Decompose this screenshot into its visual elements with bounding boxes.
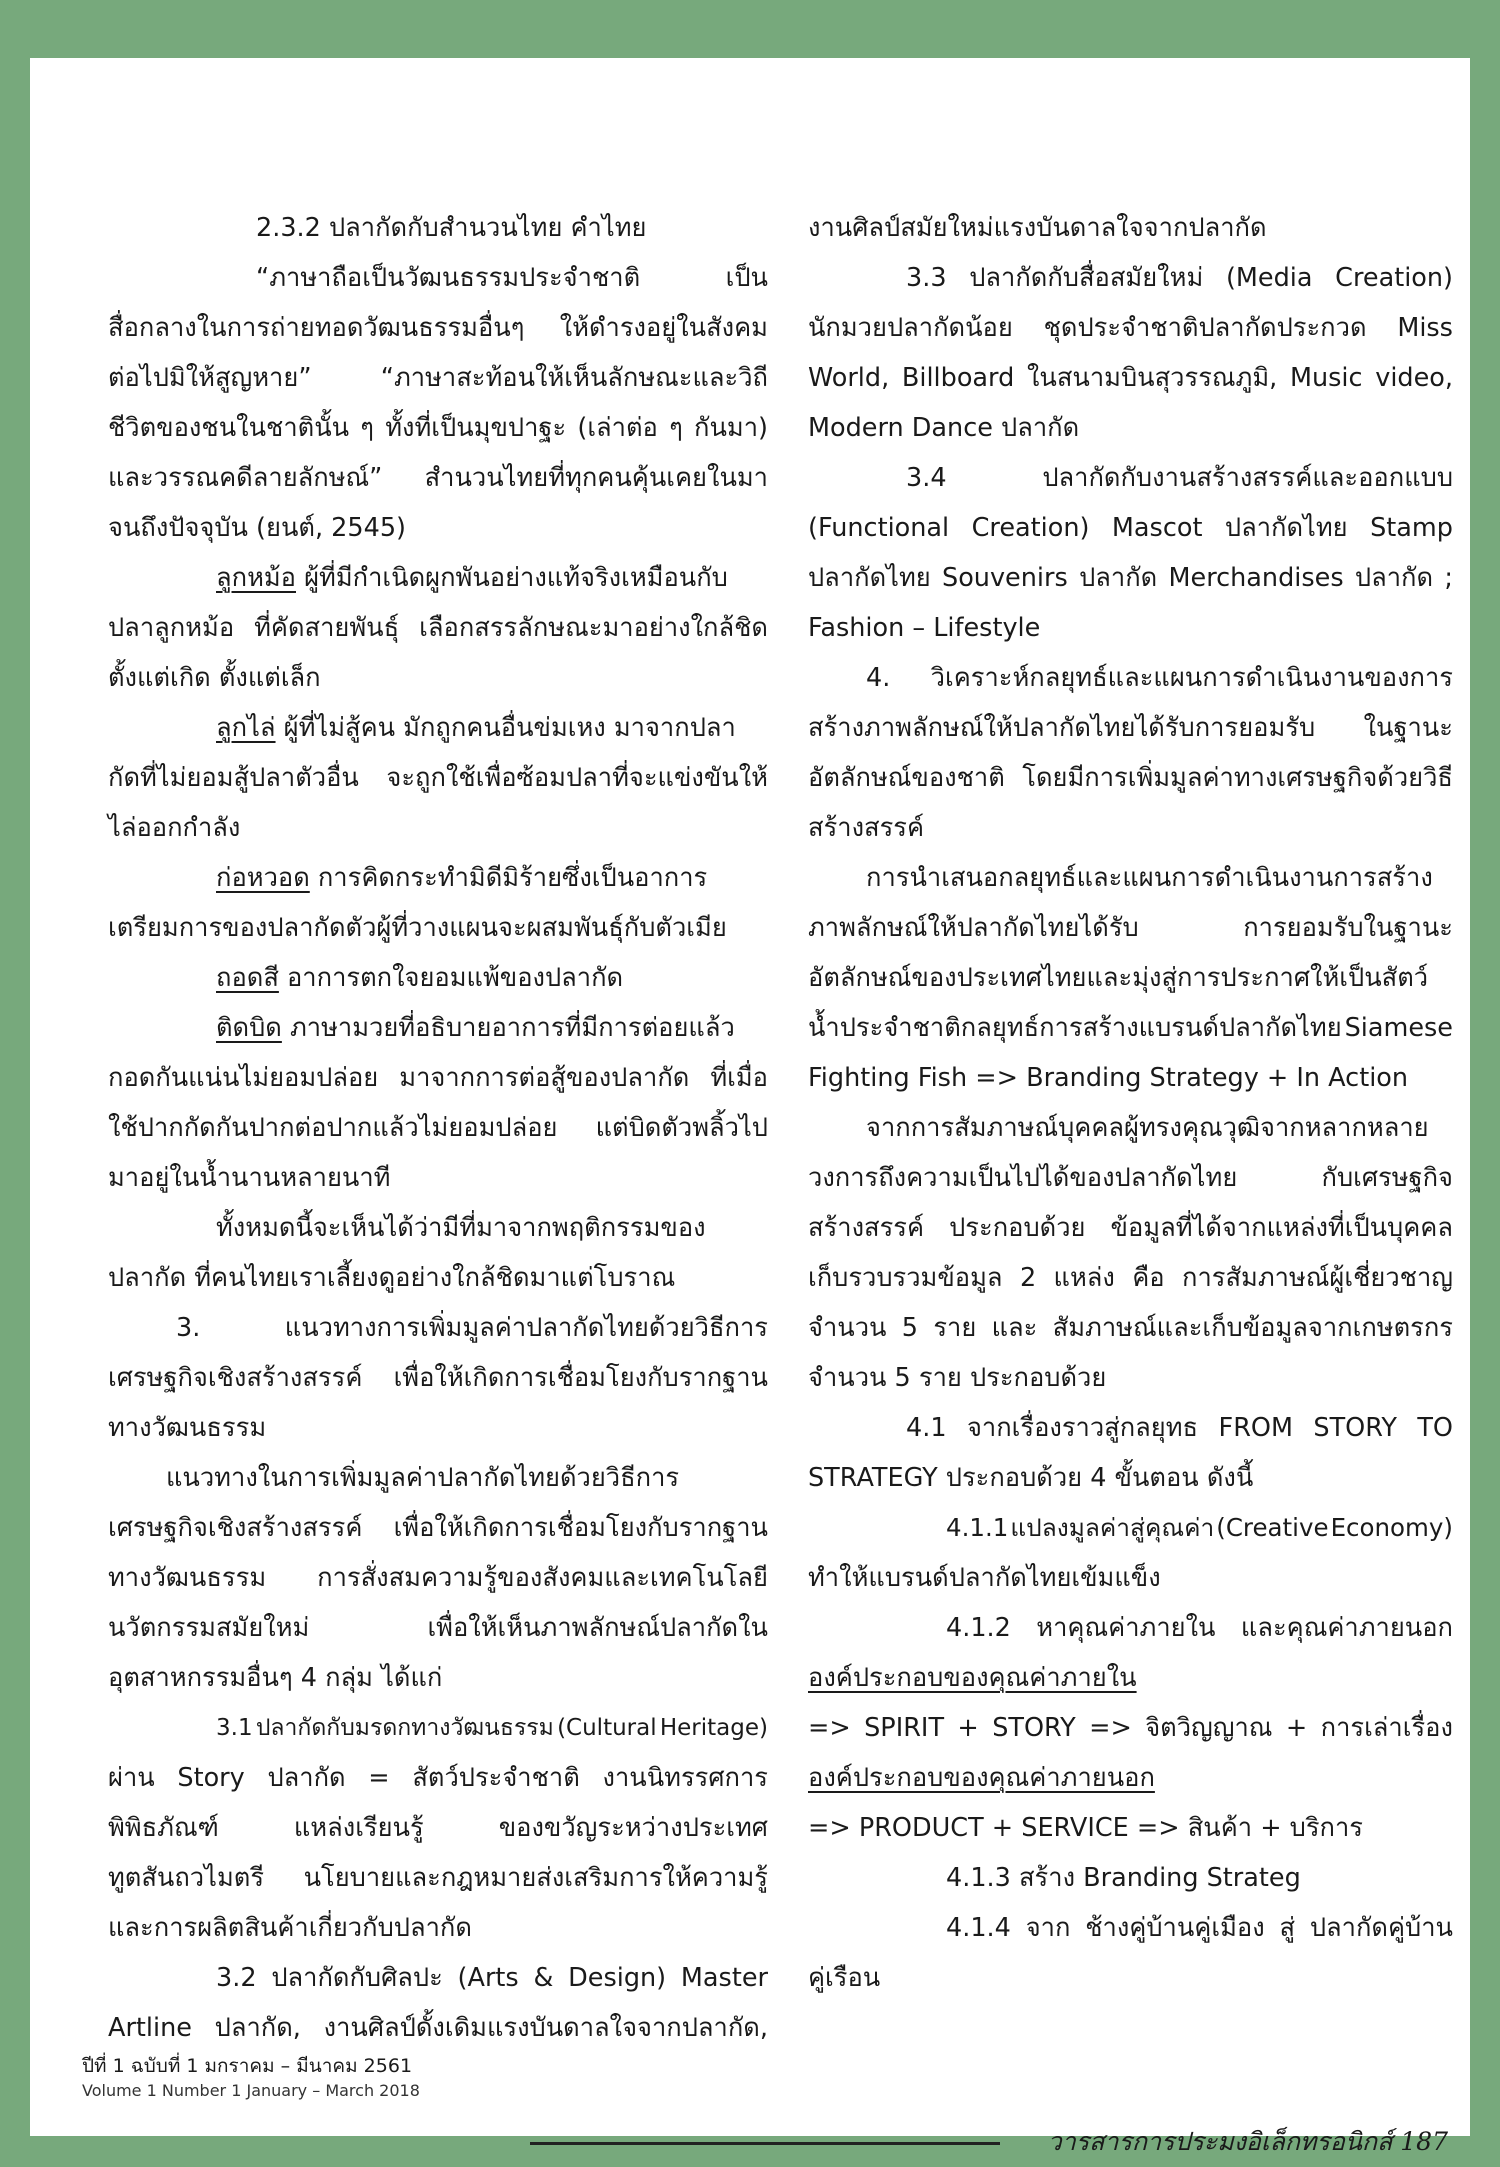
term-underlined: ก่อหวอด	[216, 863, 310, 893]
word: Creation)	[1335, 263, 1453, 293]
word: 3.1	[216, 1715, 253, 1741]
text-line	[108, 1808, 768, 1848]
word: การยอมรับในฐานะ	[1243, 913, 1453, 943]
text-line	[808, 1258, 1453, 1298]
line-text: และการผลิตสินค้าเกี่ยวกับปลากัด	[108, 1913, 472, 1943]
text-line	[808, 1958, 880, 1998]
word: ปลากัด	[267, 1763, 346, 1793]
text-line	[808, 958, 1453, 998]
word: เก็บรวบรวมข้อมูล	[808, 1263, 1003, 1293]
word: แต่บิดตัวพลิ้วไป	[595, 1113, 768, 1143]
word: จะถูกใช้เพื่อซ้อมปลาที่จะแข่งขันให้	[386, 763, 768, 793]
word: อัตลักษณ์ของประเทศไทยและมุ่งสู่การประกาศให้เป็นสัตว์	[808, 963, 1429, 993]
term-underlined: ติดบิด	[216, 1013, 282, 1043]
line-text: ปลากัด ที่คนไทยเราเลี้ยงดูอย่างใกล้ชิดมาแต่โบราณ	[108, 1263, 676, 1293]
word: ปลากัด	[1354, 563, 1434, 593]
text-line	[108, 508, 406, 548]
line-text: Fighting Fish => Branding Strategy + In Action	[808, 1063, 1409, 1093]
word: Merchandises	[1168, 563, 1344, 593]
issue-english: Volume 1 Number 1 January – March 2018	[82, 2081, 420, 2100]
word: สื่อกลางในการถ่ายทอดวัฒนธรรมอื่นๆ	[108, 313, 525, 343]
text-line	[108, 358, 768, 398]
word: (Functional	[808, 513, 950, 543]
word: ๆ	[360, 413, 374, 443]
text-line	[108, 408, 768, 448]
word: และวรรณคดีลายลักษณ์”	[108, 463, 383, 493]
word: สู่	[1279, 1913, 1296, 1943]
word: วิเคราะห์กลยุทธ์และแผนการดำเนินงานของการ	[930, 663, 1453, 693]
line-text: STRATEGY ประกอบด้วย 4 ขั้นตอน ดังนี้	[808, 1463, 1254, 1493]
word: ทูตสันถวไมตรี	[108, 1863, 265, 1893]
text-line	[108, 2008, 768, 2048]
word: video,	[1375, 363, 1453, 393]
word: ข้อมูลที่ได้จากแหล่งที่เป็นบุคคล	[1110, 1213, 1453, 1243]
word: โดยมีการเพิ่มมูลค่าทางเศรษฐกิจด้วยวิธี	[1022, 763, 1453, 793]
text-line	[808, 1458, 1253, 1498]
line-text: อาการตกใจยอมแพ้ของปลากัด	[278, 963, 624, 993]
text-line	[866, 858, 1453, 898]
text-line	[808, 608, 1040, 648]
line-text: ทางวัฒนธรรม	[108, 1413, 267, 1443]
word: กัดที่ไม่ยอมสู้ปลาตัวอื่น	[108, 763, 359, 793]
word: เพื่อให้เกิดการเชื่อมโยงกับรากฐาน	[393, 1513, 768, 1543]
word: ในฐานะ	[1363, 713, 1453, 743]
text-line	[808, 1208, 1453, 1248]
line-text: ภาษามวยที่อธิบายอาการที่มีการต่อยแล้ว	[281, 1013, 735, 1043]
term-underlined: องค์ประกอบของคุณค่าภายนอก	[808, 1763, 1155, 1793]
word: STORY	[1313, 1413, 1397, 1443]
word: แนวทางการเพิ่มมูลค่าปลากัดไทยด้วยวิธีการ	[284, 1313, 768, 1343]
text-line	[108, 1508, 768, 1548]
text-line	[108, 908, 768, 948]
word: แหล่งเรียนรู้	[293, 1813, 424, 1843]
word: ปลากัดไทย	[808, 563, 931, 593]
text-line	[256, 258, 768, 298]
word: Heritage)	[659, 1715, 768, 1741]
text-line	[808, 208, 1267, 248]
text-line	[808, 1158, 1453, 1198]
line-text: Fashion – Lifestyle	[808, 613, 1041, 643]
text-line	[108, 1158, 390, 1198]
word: ทางวัฒนธรรม	[108, 1563, 267, 1593]
text-line	[108, 608, 768, 648]
text-line	[946, 1608, 1453, 1648]
word: Stamp	[1370, 513, 1453, 543]
word: Music	[1289, 363, 1363, 393]
text-line	[808, 408, 1079, 448]
word: นโยบายและกฎหมายส่งเสริมการให้ความรู้	[303, 1863, 768, 1893]
line-text: => PRODUCT + SERVICE => สินค้า + บริการ	[808, 1813, 1363, 1843]
word: สร้างสรรค์	[808, 1213, 925, 1243]
text-line	[176, 1308, 768, 1348]
text-line	[108, 1358, 768, 1398]
word: ให้ดำรงอยู่ในสังคม	[559, 313, 768, 343]
word: ช้างคู่บ้านคู่เมือง	[1085, 1913, 1265, 1943]
word: Economy)	[1330, 1513, 1453, 1542]
word: FROM	[1218, 1413, 1293, 1443]
word: จาก	[1025, 1913, 1071, 1943]
word: น้ำประจำชาติกลยุทธ์การสร้างแบรนด์ปลากัดไทย	[808, 1013, 1342, 1043]
word: สัตว์ประจำชาติ	[412, 1763, 580, 1793]
word: =	[368, 1763, 390, 1793]
word: ผ่าน	[108, 1763, 155, 1793]
word: ปลากัดกับงานสร้างสรรค์และออกแบบ	[1042, 463, 1453, 493]
text-line	[108, 808, 240, 848]
text-line	[808, 1808, 1363, 1848]
word: กันมา)	[694, 413, 768, 443]
word: วงการถึงความเป็นไปได้ของปลากัดไทย	[808, 1163, 1238, 1193]
word: และคุณค่าภายนอก	[1240, 1613, 1453, 1643]
word: ภาพลักษณ์ให้ปลากัดไทยได้รับ	[808, 913, 1139, 943]
text-line	[108, 1108, 768, 1148]
word: คือ	[1132, 1263, 1165, 1293]
word: และ	[991, 1313, 1038, 1343]
word: จากการสัมภาษณ์บุคคลผู้ทรงคุณวุฒิจากหลากหลาย	[866, 1113, 1429, 1143]
word: ประกอบด้วย	[949, 1213, 1086, 1243]
word: เลือกสรรลักษณะมาอย่างใกล้ชิด	[419, 613, 768, 643]
word: ต่อไปมิให้สูญหาย”	[108, 363, 312, 393]
word: จิตวิญญาณ	[1145, 1713, 1273, 1743]
word: Billboard	[901, 363, 1015, 393]
word: อัตลักษณ์ของชาติ	[808, 763, 1005, 793]
line-text: ตั้งแต่เกิด ตั้งแต่เล็ก	[108, 663, 321, 693]
text-line	[808, 1708, 1453, 1748]
line-text: ผู้ที่มีกำเนิดผูกพันอย่างแท้จริงเหมือนกับ	[296, 563, 728, 593]
text-line	[108, 1558, 768, 1598]
word: 4.1	[906, 1413, 947, 1443]
text-line	[946, 1858, 1301, 1898]
text-line	[108, 1758, 768, 1798]
word: 5	[901, 1313, 918, 1343]
line-text: Modern Dance ปลากัด	[808, 413, 1080, 443]
text-line	[906, 258, 1453, 298]
word: จำนวน	[808, 1313, 887, 1343]
text-line	[808, 1758, 1155, 1798]
text-line	[216, 558, 728, 598]
word: ในสนามบินสุวรรณภูมิ,	[1026, 363, 1278, 393]
word: 2	[1019, 1263, 1037, 1293]
word: ที่เมื่อ	[710, 1063, 768, 1093]
word: 3.2	[216, 1963, 257, 1993]
footer-rule	[530, 2142, 1000, 2145]
word: (เล่าต่อ	[577, 413, 658, 443]
text-line	[216, 708, 736, 748]
line-text: ไล่ออกกำลัง	[108, 813, 241, 843]
word: การสั่งสมความรู้ของสังคมและเทคโนโลยี	[317, 1563, 768, 1593]
text-line	[808, 758, 1453, 798]
word: Souvenirs	[942, 563, 1068, 593]
word: เศรษฐกิจเชิงสร้างสรรค์	[108, 1513, 363, 1543]
text-line	[808, 1308, 1453, 1348]
text-line	[808, 508, 1453, 548]
word: งานนิทรรศการ	[602, 1763, 768, 1793]
word: 4.	[866, 663, 891, 693]
text-line	[108, 658, 321, 698]
text-line	[906, 458, 1453, 498]
word: กับเศรษฐกิจ	[1321, 1163, 1453, 1193]
text-line	[216, 1208, 768, 1248]
word: ของขวัญระหว่างประเทศ	[498, 1813, 768, 1843]
line-text: สร้างสรรค์	[808, 813, 925, 843]
word: ปลากัดกับสื่อสมัยใหม่	[969, 263, 1204, 293]
word: ;	[1444, 563, 1453, 593]
line-text: การคิดกระทำมิดีมิร้ายซึ่งเป็นอาการ	[309, 863, 708, 893]
line-text: จนถึงปัจจุบัน (ยนต์, 2545)	[108, 513, 406, 543]
word: แหล่ง	[1053, 1263, 1115, 1293]
word: แปลงมูลค่าสู่คุณค่า	[1010, 1513, 1215, 1542]
word: Story	[177, 1763, 245, 1793]
word: การนำเสนอกลยุทธ์และแผนการดำเนินงานการสร้าง	[866, 863, 1433, 893]
word: 3.3	[906, 263, 947, 293]
line-text: จำนวน 5 ราย ประกอบด้วย	[808, 1363, 1107, 1393]
journal-page	[30, 58, 1470, 2156]
word: SPIRIT	[864, 1713, 945, 1743]
text-line	[808, 908, 1453, 948]
word: +	[957, 1713, 979, 1743]
word: Siamese	[1344, 1013, 1453, 1043]
text-line	[108, 1608, 768, 1648]
word: Design)	[568, 1963, 667, 1993]
word: (Creative	[1216, 1513, 1329, 1542]
text-line	[906, 1408, 1453, 1448]
word: กอดกันแน่นไม่ยอมปล่อย	[108, 1063, 379, 1093]
line-text: ทำให้แบรนด์ปลากัดไทยเข้มแข็ง	[808, 1563, 1161, 1593]
word: STORY	[992, 1713, 1076, 1743]
word: นักมวยปลากัดน้อย	[808, 313, 1013, 343]
text-line	[108, 1058, 768, 1098]
word: เพื่อให้เกิดการเชื่อมโยงกับรากฐาน	[393, 1363, 768, 1393]
word: “ภาษาถือเป็นวัฒนธรรมประจำชาติ	[256, 263, 641, 293]
text-line	[866, 658, 1453, 698]
word: “ภาษาสะท้อนให้เห็นลักษณะและวิถี	[380, 363, 768, 393]
text-line	[256, 208, 646, 248]
term-underlined: องค์ประกอบของคุณค่าภายใน	[808, 1663, 1137, 1693]
word: TO	[1417, 1413, 1453, 1443]
word: 3.	[176, 1313, 201, 1343]
text-line	[166, 1458, 768, 1498]
word: ปลากัด,	[214, 2013, 301, 2043]
word: มาจากการต่อสู้ของปลากัด	[399, 1063, 690, 1093]
word: การสัมภาษณ์ผู้เชี่ยวชาญ	[1182, 1263, 1453, 1293]
text-line	[216, 858, 707, 898]
text-line	[808, 1658, 1137, 1698]
word: 4.1.4	[946, 1913, 1011, 1943]
text-line	[808, 558, 1453, 598]
word: การเล่าเรื่อง	[1320, 1713, 1453, 1743]
word: 3.4	[906, 463, 947, 493]
text-line	[808, 708, 1453, 748]
word: (Arts	[457, 1963, 519, 1993]
word: ชุดประจำชาติปลากัดประกวด	[1043, 313, 1367, 343]
text-line	[946, 1508, 1453, 1548]
word: ปลากัด	[1079, 563, 1158, 593]
text-line	[808, 1058, 1408, 1098]
text-line	[866, 1108, 1453, 1148]
text-line	[808, 1008, 1453, 1048]
word: นวัตกรรมสมัยใหม่	[108, 1613, 310, 1643]
text-line	[216, 1008, 735, 1048]
line-text: ผู้ที่ไม่สู้คน มักถูกคนอื่นข่มเหง มาจากปลา	[275, 713, 736, 743]
term-underlined: ลูกไล่	[216, 713, 276, 743]
word: +	[1285, 1713, 1308, 1743]
word: &	[533, 1963, 554, 1993]
word: หาคุณค่าภายใน	[1036, 1613, 1216, 1643]
text-line	[808, 1558, 1161, 1598]
word: Artline	[108, 2013, 192, 2043]
word: พิพิธภัณฑ์	[108, 1813, 219, 1843]
word: สำนวนไทยที่ทุกคนคุ้นเคยในมา	[424, 463, 768, 493]
text-line	[108, 308, 768, 348]
word: ปลาลูกหม้อ	[108, 613, 235, 643]
word: 4.1.2	[946, 1613, 1011, 1643]
word: (Media	[1225, 263, 1313, 293]
word: สัมภาษณ์และเก็บข้อมูลจากเกษตรกร	[1052, 1313, 1453, 1343]
word: ราย	[933, 1313, 977, 1343]
text-line	[108, 758, 768, 798]
text-line	[108, 1658, 442, 1698]
term-underlined: ลูกหม้อ	[216, 563, 296, 593]
text-line	[216, 1708, 768, 1748]
word: 4.1.1	[946, 1513, 1009, 1542]
word: งานศิลป์ดั้งเดิมแรงบันดาลใจจากปลากัด,	[323, 2013, 768, 2043]
journal-title-page-number: วารสารการประมงอิเล็กทรอนิกส์ 187	[1047, 2127, 1448, 2156]
text-line	[216, 958, 623, 998]
text-line	[946, 1908, 1453, 1948]
word: เตรียมการของปลากัดตัวผู้ที่วางแผนจะผสมพันธุ์กับตัวเมีย	[108, 913, 727, 943]
line-text: คู่เรือน	[808, 1963, 881, 1993]
word: Master	[680, 1963, 768, 1993]
word: World,	[808, 363, 890, 393]
word: ปลากัดกับศิลปะ	[271, 1963, 443, 1993]
text-line	[108, 1858, 768, 1898]
word: ที่คัดสายพันธุ์	[254, 613, 400, 643]
line-text: 4.1.3 สร้าง Branding Strateg	[946, 1863, 1301, 1893]
word: จากเรื่องราวสู่กลยุทธ	[966, 1413, 1199, 1443]
text-line	[108, 458, 768, 498]
text-line	[108, 1408, 266, 1448]
issue-thai: ปีที่ 1 ฉบับที่ 1 มกราคม – มีนาคม 2561	[82, 2055, 413, 2077]
text-line	[108, 1258, 675, 1298]
word: =>	[808, 1713, 851, 1743]
line-text: มาอยู่ในน้ำนานหลายนาที	[108, 1163, 391, 1193]
word: ทั้งที่เป็นมุขปาฐะ	[385, 413, 567, 443]
word: Miss	[1397, 313, 1453, 343]
word: ปลากัดคู่บ้าน	[1309, 1913, 1453, 1943]
line-text: อุตสาหกรรมอื่นๆ 4 กลุ่ม ได้แก่	[108, 1663, 443, 1693]
word: ปลากัดไทย	[1224, 513, 1348, 543]
word: ทั้งหมดนี้จะเห็นได้ว่ามีที่มาจากพฤติกรรมของ	[216, 1213, 706, 1243]
text-line	[216, 1958, 768, 1998]
word: สร้างภาพลักษณ์ให้ปลากัดไทยได้รับการยอมรับ	[808, 713, 1316, 743]
word: ๆ	[669, 413, 683, 443]
word: เศรษฐกิจเชิงสร้างสรรค์	[108, 1363, 363, 1393]
word: ใช้ปากกัดกันปากต่อปากแล้วไม่ยอมปล่อย	[108, 1113, 558, 1143]
word: =>	[1089, 1713, 1132, 1743]
word: เป็น	[725, 263, 768, 293]
text-line	[108, 1908, 472, 1948]
word: Creation)	[971, 513, 1090, 543]
word: ปลากัดกับมรดกทางวัฒนธรรม	[255, 1715, 554, 1741]
text-line	[808, 358, 1453, 398]
word: Mascot	[1111, 513, 1203, 543]
line-text: 2.3.2 ปลากัดกับสำนวนไทย คำไทย	[256, 213, 647, 243]
text-line	[808, 308, 1453, 348]
line-text: งานศิลป์สมัยใหม่แรงบันดาลใจจากปลากัด	[808, 213, 1267, 243]
text-line	[808, 1358, 1106, 1398]
word: เพื่อให้เห็นภาพลักษณ์ปลากัดใน	[427, 1613, 768, 1643]
word: ชีวิตของชนในชาตินั้น	[108, 413, 350, 443]
text-line	[808, 808, 924, 848]
word: (Cultural	[557, 1715, 657, 1741]
word: แนวทางในการเพิ่มมูลค่าปลากัดไทยด้วยวิธีการ	[166, 1463, 680, 1493]
term-underlined: ถอดสี	[216, 963, 279, 993]
